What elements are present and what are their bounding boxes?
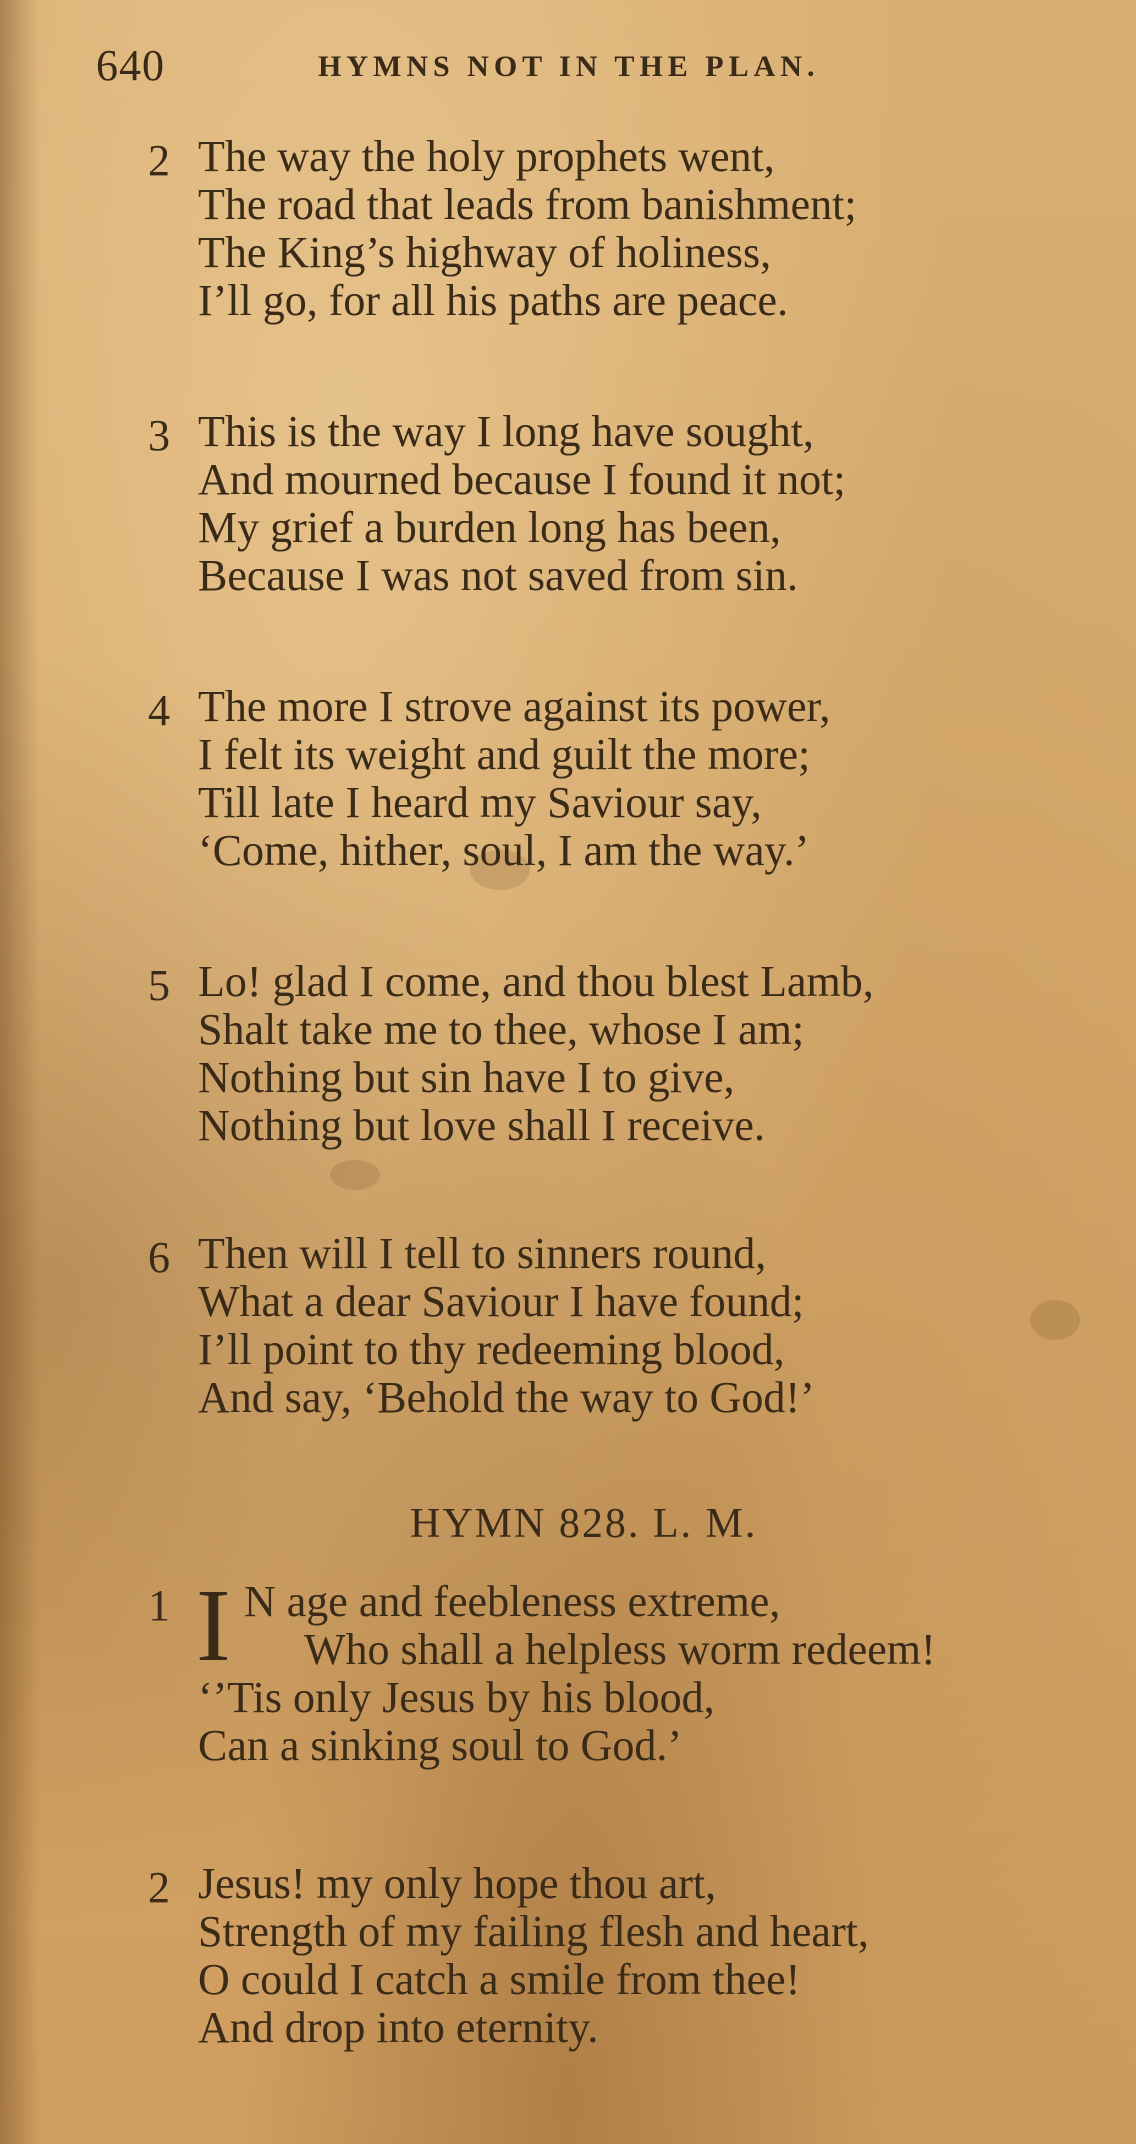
stanza-number: 5	[148, 961, 170, 1010]
verse-line: N age and feebleness extreme,	[244, 1577, 781, 1626]
stanza-number: 2	[148, 1863, 170, 1912]
verse-line: Jesus! my only hope thou art,	[198, 1859, 717, 1908]
verse-line: I’ll go, for all his paths are peace.	[198, 276, 789, 325]
running-head: HYMNS NOT IN THE PLAN.	[318, 50, 820, 83]
verse-line: I’ll point to thy redeeming blood,	[198, 1325, 785, 1374]
verse-line: ‘’Tis only Jesus by his blood,	[198, 1673, 715, 1722]
verse-line: And mourned because I found it not;	[198, 455, 846, 504]
verse-line: My grief a burden long has been,	[198, 503, 781, 552]
hymn-title: HYMN 828. L. M.	[410, 1501, 758, 1547]
verse-line: ‘Come, hither, soul, I am the way.’	[198, 826, 810, 875]
verse-line: The King’s highway of holiness,	[198, 228, 772, 277]
verse-line: The more I strove against its power,	[198, 682, 831, 731]
verse-line: What a dear Saviour I have found;	[198, 1277, 804, 1326]
verse-line: Lo! glad I come, and thou blest Lamb,	[198, 957, 874, 1006]
verse-line: Shalt take me to thee, whose I am;	[198, 1005, 805, 1054]
verse-line: And say, ‘Behold the way to God!’	[198, 1373, 815, 1422]
verse-line: Because I was not saved from sin.	[198, 551, 798, 600]
stain	[330, 1160, 380, 1190]
stanza-number: 6	[148, 1233, 170, 1282]
verse-line: And drop into eternity.	[198, 2003, 599, 2052]
page-edge-shadow	[0, 0, 40, 2144]
verse-line: Till late I heard my Saviour say,	[198, 778, 762, 827]
page-header	[96, 40, 1076, 100]
stain	[1030, 1300, 1080, 1340]
stanza-number: 1	[148, 1581, 170, 1630]
stanza-number: 3	[148, 411, 170, 460]
verse-line: I felt its weight and guilt the more;	[198, 730, 811, 779]
drop-cap: I	[196, 1568, 231, 1683]
verse-line: Can a sinking soul to God.’	[198, 1721, 682, 1770]
verse-line: The road that leads from banishment;	[198, 180, 857, 229]
verse-line: Nothing but love shall I receive.	[198, 1101, 765, 1150]
verse-line: Nothing but sin have I to give,	[198, 1053, 735, 1102]
verse-line: O could I catch a smile from thee!	[198, 1955, 801, 2004]
verse-line: Strength of my failing flesh and heart,	[198, 1907, 869, 1956]
verse-line: Then will I tell to sinners round,	[198, 1229, 767, 1278]
verse-line: This is the way I long have sought,	[198, 407, 814, 456]
page-number: 640	[96, 41, 165, 90]
stanza-number: 2	[148, 136, 170, 185]
stanza-number: 4	[148, 686, 170, 735]
verse-line: Who shall a helpless worm redeem!	[304, 1625, 936, 1674]
verse-line: The way the holy prophets went,	[198, 132, 775, 181]
